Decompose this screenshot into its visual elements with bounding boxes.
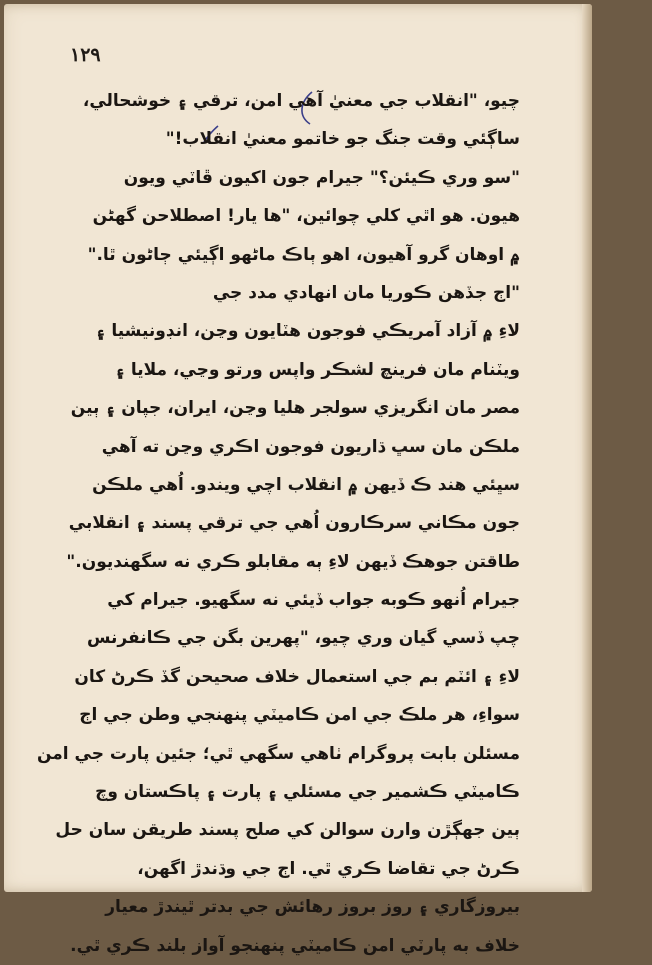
text-line: چپ ڏسي گيان وري چيو، "پهرين بگن جي ڪانفرنس bbox=[86, 628, 520, 649]
text-line: طاقتن جوهڪ ڏيهن لاءِ ٻه مقابلو ڪري نه سگهنديون." bbox=[66, 551, 520, 572]
text-line: جون مڪاني سرڪارون اُهي جي ترقي پسند ۽ انقلابي bbox=[68, 513, 520, 534]
text-line: جيرام اُنهو ڪوبه جواب ڏيئي نه سگهيو. جيرام کي bbox=[107, 590, 520, 611]
text-line: سواءِ، هر ملڪ جي امن ڪاميٽي پنهنجي وطن جي اڄ bbox=[79, 705, 520, 726]
text-line: لاءِ ۽ ائٽم بم جي استعمال خلاف صحيحن گڏ ڪرڻ کان bbox=[74, 666, 520, 687]
text-line: ڪرڻ جي تقاضا ڪري ٿي. اڄ جي وڌندڙ اگهن، bbox=[137, 858, 520, 879]
text-line: "اڄ جڏهن ڪوريا مان انهادي مدد جي bbox=[212, 282, 520, 303]
text-line: ساڳئي وقت جنگ جو خاتمو معنيٰ انقلاب!" bbox=[165, 129, 520, 150]
text-line: ٻين جهڳڙن وارن سوالن کي صلح پسند طريقن سان حل bbox=[55, 820, 520, 841]
text-line: مسئلن بابت پروگرام ٺاهي سگهي ٿي؛ جئين پارت جي امن bbox=[36, 743, 520, 764]
text-line: سڀئي هند ڪ ڏيهن ۾ انقلاب اچي ويندو. اُهي ملڪن bbox=[92, 474, 520, 495]
page-number: ١٢٩ bbox=[70, 44, 101, 66]
text-line: هيون. هو اٿي کلي چوائين، "ها يار! اصطلاحن گهڻن bbox=[92, 206, 520, 227]
text-line: چيو، "انقلاب جي معنيٰ آهي امن، ترقي ۽ خوشحالي، bbox=[82, 91, 520, 111]
text-line: خلاف به پارٽي امن ڪاميٽي پنهنجو آواز بلند ڪري ٿي. bbox=[70, 935, 520, 956]
text-line: ڪاميٽي ڪشمير جي مسئلي ۽ پارت ۽ پاڪستان وچ bbox=[95, 782, 520, 803]
text-line: لاءِ ۾ آزاد آمريڪي فوجون هٽايون وڃن، انڊونيشيا ۽ bbox=[95, 321, 520, 342]
text-line: ويٽنام مان فرينچ لشڪر واپس ورتو وڃي، ملايا ۽ bbox=[114, 359, 520, 380]
text-line: بيروزگاري ۽ روز بروز رهائش جي بدتر ٿيندڙ معيار bbox=[105, 897, 520, 918]
text-line: مصر مان انگريزي سولجر هليا وڃن، ايران، جپان ۽ ٻين bbox=[70, 398, 520, 419]
book-page bbox=[4, 4, 592, 956]
text-line: "سو وري ڪيئن؟" جيرام جون اکيون ڦاٽي ويون bbox=[123, 167, 520, 188]
page-spine-shadow bbox=[582, 4, 592, 892]
body-text bbox=[36, 82, 520, 965]
text-line: ۾ اوهان گرو آهيون، اهو ٻاڪ ماڻهو اڳيئي ڄاڻون ٿا." bbox=[87, 244, 520, 265]
text-line: ملڪن مان سڀ ڌاريون فوجون اڪري وڃن ته آهي bbox=[101, 436, 520, 457]
